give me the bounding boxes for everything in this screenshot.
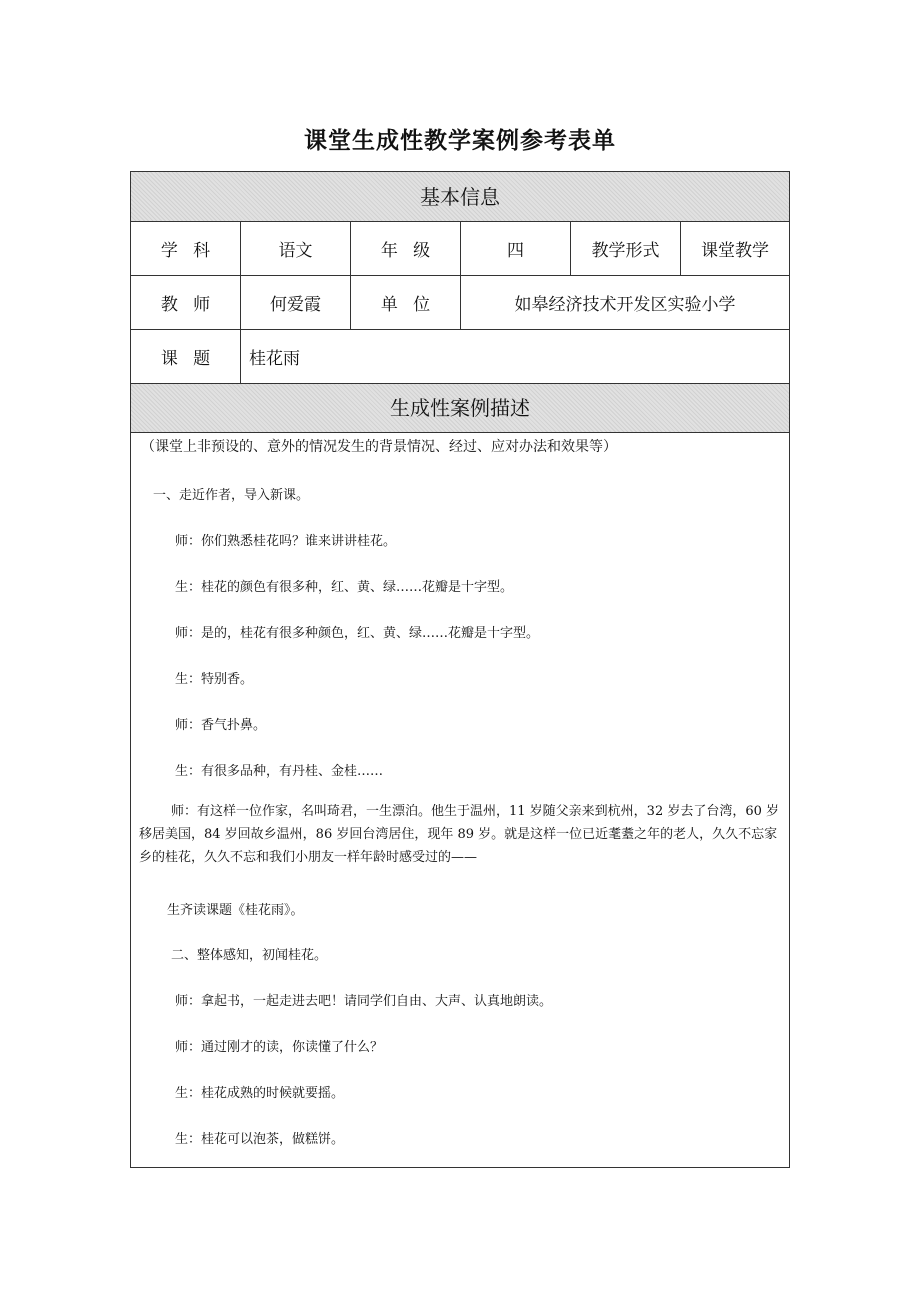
case-description-header: 生成性案例描述 [131,384,789,433]
subject-label-cell [131,222,241,275]
form-value: 课堂教学 [701,241,769,261]
teacher-label-cell [131,276,241,329]
teacher-label: 教师 [160,295,226,315]
dialogue-line: 生：桂花可以泡茶，做糕饼。 [175,1132,345,1147]
dialogue-line: 师：通过刚才的读，你读懂了什么？ [175,1040,384,1055]
basic-info-header: 基本信息 [131,172,789,222]
dialogue-line: 生齐读课题《桂花雨》。 [167,903,304,918]
section-heading: 二、整体感知，初闻桂花。 [171,948,328,963]
topic-row [131,330,789,384]
dialogue-line: 生：有很多品种，有丹桂、金桂…… [175,764,384,779]
form-label: 教学形式 [571,222,681,275]
teacher-value: 何爱霞 [241,276,351,329]
dialogue-line: 师：拿起书，一起走进去吧！请同学们自由、大声、认真地朗读。 [175,994,553,1009]
unit-label: 单位 [380,295,446,315]
case-note: （课堂上非预设的、意外的情况发生的背景情况、经过、应对办法和效果等） [141,439,617,455]
topic-value: 桂花雨 [249,349,300,369]
dialogue-paragraph: 师：有这样一位作家，名叫琦君，一生漂泊。他生于温州，11 岁随父亲来到杭州，32 岁去了台湾，60 岁移居美国，84 岁回故乡温州，86 岁回台湾居住，现年 89 岁。就是这样一位已近耄耋之年的老人，久久不忘家乡的桂花，久久不忘和我们小朋友一样年龄时感受过的—— [139,804,780,865]
section-heading: 一、走近作者，导入新课。 [153,488,310,503]
subject-value: 语文 [241,222,351,275]
grade-value: 四 [461,222,571,275]
dialogue-line: 生：特别香。 [175,672,254,687]
topic-label-cell [131,330,241,383]
subject-row [131,222,789,276]
dialogue-line: 生：桂花成熟的时候就要摇。 [175,1086,345,1101]
dialogue-line: 师：你们熟悉桂花吗？谁来讲讲桂花。 [175,534,397,549]
grade-label: 年级 [380,241,446,261]
dialogue-line: 师：香气扑鼻。 [175,718,267,733]
page-title: 课堂生成性教学案例参考表单 [304,128,616,154]
teacher-row [131,276,789,330]
grade-label-cell [351,222,461,275]
topic-label: 课题 [160,349,226,369]
unit-label-cell [351,276,461,329]
case-form-table [130,171,790,1168]
unit-value: 如皋经济技术开发区实验小学 [514,295,736,315]
dialogue-line: 师：是的，桂花有很多种颜色，红、黄、绿……花瓣是十字型。 [175,626,540,641]
subject-label: 学科 [160,241,226,261]
dialogue-line: 生：桂花的颜色有很多种，红、黄、绿……花瓣是十字型。 [175,580,514,595]
